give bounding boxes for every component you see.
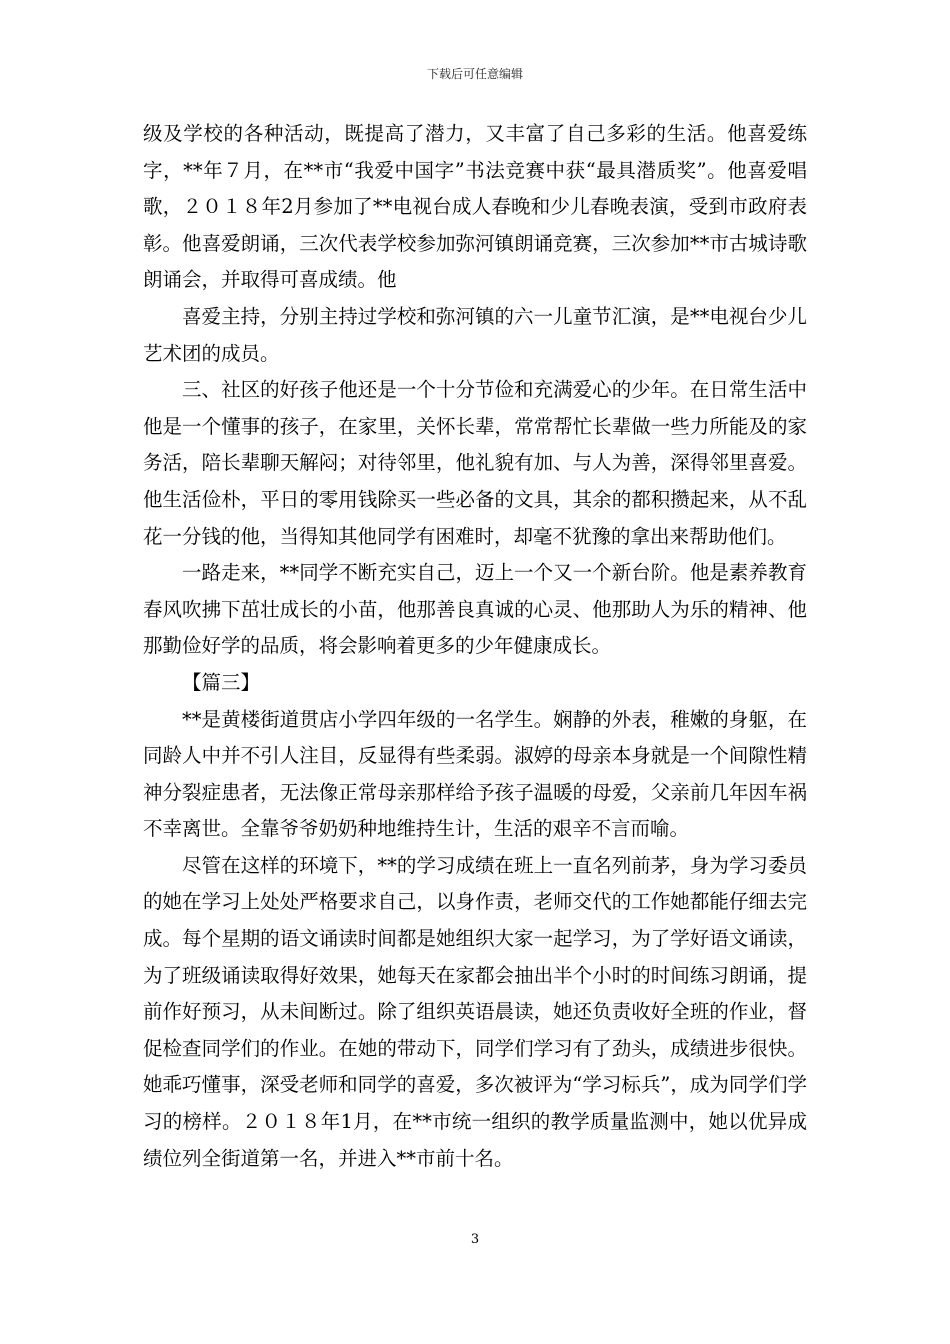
header-note: 下载后可任意编辑 xyxy=(426,67,523,81)
document-body xyxy=(143,116,807,1177)
paragraph: 三、社区的好孩子他还是一个十分节俭和充满爱心的少年。在日常生活中他是一个懂事的孩子，在家里，关怀长辈，常常帮忙长辈做一些力所能及的家务活，陪长辈聊天解闷；对待邻里，他礼貌有加、与人为善，深得邻里喜爱。他生活俭朴，平日的零用钱除买一些必备的文具，其余的都积攒起来，从不乱花一分钱的他，当得知其他同学有困难时，却毫不犹豫的拿出来帮助他们。 xyxy=(143,378,807,548)
paragraph: 喜爱主持，分别主持过学校和弥河镇的六一儿童节汇演，是**电视台少儿艺术团的成员。 xyxy=(143,304,807,365)
paragraph: 尽管在这样的环境下，**的学习成绩在班上一直名列前茅，身为学习委员的她在学习上处处严格要求自己，以身作责，老师交代的工作她都能仔细去完成。每个星期的语文诵读时间都是她组织大家一起学习，为了学好语文诵读，为了班级诵读取得好效果，她每天在家都会抽出半个小时的时间练习朗诵，提前作好预习，从未间断过。除了组织英语晨读，她还负责收好全班的作业，督促检查同学们的作业。在她的带动下，同学们学习有了劲头，成绩进步很快。她乖巧懂事，深受老师和同学的喜爱，多次被评为“学习标兵”，成为同学们学习的榜样。２０１８年1月，在**市统一组织的教学质量监测中，她以优异成绩位列全街道第一名，并进入**市前十名。 xyxy=(143,853,807,1170)
paragraph: 级及学校的各种活动，既提高了潜力，又丰富了自己多彩的生活。他喜爱练字，**年７月，在**市“我爱中国字”书法竞赛中获“最具潜质奖”。他喜爱唱歌，２０１８年2月参加了**电视台成人春晚和少儿春晚表演，受到市政府表彰。他喜爱朗诵，三次代表学校参加弥河镇朗诵竞赛，三次参加**市古城诗歌朗诵会，并取得可喜成绩。他 xyxy=(143,122,807,292)
section-heading: 【篇三】 xyxy=(182,670,261,694)
paragraph: 一路走来，**同学不断充实自己，迈上一个又一个新台阶。他是素养教育春风吹拂下茁壮成长的小苗，他那善良真诚的心灵、他那助人为乐的精神、他那勤俭好学的品质，将会影响着更多的少年健康成长。 xyxy=(143,561,807,658)
paragraph: **是黄楼街道贯店小学四年级的一名学生。娴静的外表，稚嫩的身躯，在同龄人中并不引人注目，反显得有些柔弱。淑婷的母亲本身就是一个间隙性精神分裂症患者，无法像正常母亲那样给予孩子温暖的母爱，父亲前几年因车祸不幸离世。全靠爷爷奶奶种地维持生计，生活的艰辛不言而喻。 xyxy=(143,707,807,841)
page-number: 3 xyxy=(470,1232,480,1247)
